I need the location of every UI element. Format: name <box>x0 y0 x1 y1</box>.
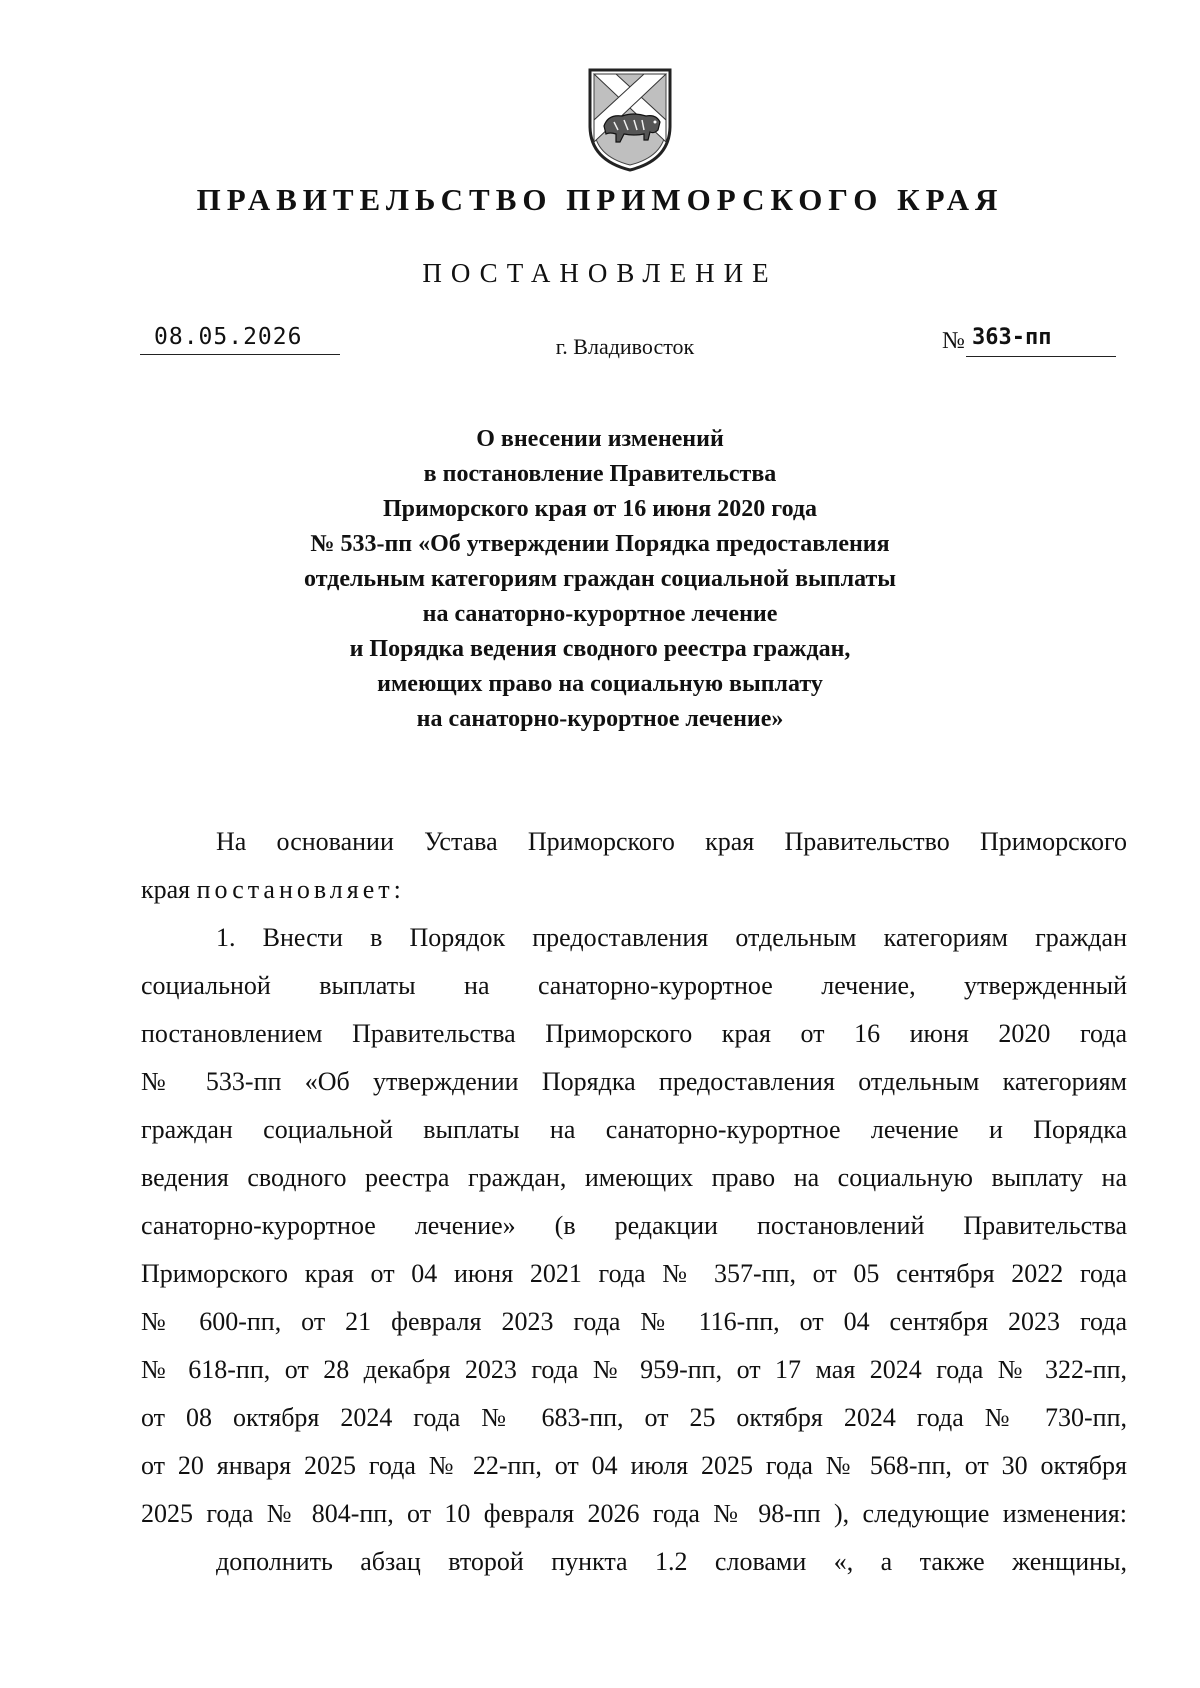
heading-line: в постановление Правительства <box>423 461 777 487</box>
date-underline <box>140 354 340 355</box>
document-type: ПОСТАНОВЛЕНИЕ <box>422 258 778 288</box>
body-line: от 20 января 2025 года № 22-пп, от 04 июля 2025 года № 568-пп, от 30 октября <box>141 1451 1127 1480</box>
heading-line: № 533-пп «Об утверждении Порядка предоставления <box>310 531 890 557</box>
body-line: граждан социальной выплаты на санаторно-курортное лечение и Порядка <box>141 1115 1127 1144</box>
body-line: социальной выплаты на санаторно-курортное лечение, утвержденный <box>141 971 1127 1000</box>
body-line <box>141 866 1127 914</box>
heading-line: и Порядка ведения сводного реестра граждан, <box>349 636 851 662</box>
body-line: № 600-пп, от 21 февраля 2023 года № 116-пп, от 04 сентября 2023 года <box>141 1307 1127 1336</box>
document-body <box>141 818 1127 1586</box>
heading-line: Приморского края от 16 июня 2020 года <box>382 496 818 522</box>
number-label: № <box>942 328 965 354</box>
body-line: № 533-пп «Об утверждении Порядка предоставления отдельным категориям <box>141 1067 1127 1096</box>
heading-line: О внесении изменений <box>476 426 724 452</box>
heading-line: отдельным категориям граждан социальной выплаты <box>304 566 896 592</box>
body-line: от 08 октября 2024 года № 683-пп, от 25 октября 2024 года № 730-пп, <box>141 1403 1127 1432</box>
number-underline <box>966 356 1116 357</box>
body-line: На основании Устава Приморского края Правительство Приморского <box>216 827 1127 856</box>
body-line: Приморского края от 04 июня 2021 года № 357-пп, от 05 сентября 2022 года <box>141 1259 1127 1288</box>
body-line: 1. Внести в Порядок предоставления отдельным категориям граждан <box>216 923 1127 952</box>
document-date: 08.05.2026 <box>154 324 303 350</box>
heading-line: имеющих право на социальную выплату <box>377 671 823 697</box>
heading-line: на санаторно-курортное лечение <box>422 601 778 627</box>
body-line: 2025 года № 804-пп, от 10 февраля 2026 года № 98-пп ), следующие изменения: <box>141 1499 1127 1528</box>
body-line: дополнить абзац второй пункта 1.2 словами «, а также женщины, <box>216 1547 1127 1576</box>
organization-title: ПРАВИТЕЛЬСТВО ПРИМОРСКОГО КРАЯ <box>196 182 1004 217</box>
heading-line: на санаторно-курортное лечение» <box>416 706 784 732</box>
resolution-word: постановляет: <box>196 875 405 904</box>
body-text: края <box>141 875 191 904</box>
document-city: г. Владивосток <box>555 334 695 359</box>
document-number: 363-пп <box>972 325 1052 350</box>
body-line: санаторно-курортное лечение» (в редакции постановлений Правительства <box>141 1211 1127 1240</box>
body-line: ведения сводного реестра граждан, имеющих право на социальную выплату на <box>141 1163 1127 1192</box>
document-heading <box>150 422 1050 737</box>
body-line: № 618-пп, от 28 декабря 2023 года № 959-пп, от 17 мая 2024 года № 322-пп, <box>141 1355 1127 1384</box>
coat-of-arms-emblem <box>584 64 676 174</box>
body-line: постановлением Правительства Приморского края от 16 июня 2020 года <box>141 1019 1127 1048</box>
